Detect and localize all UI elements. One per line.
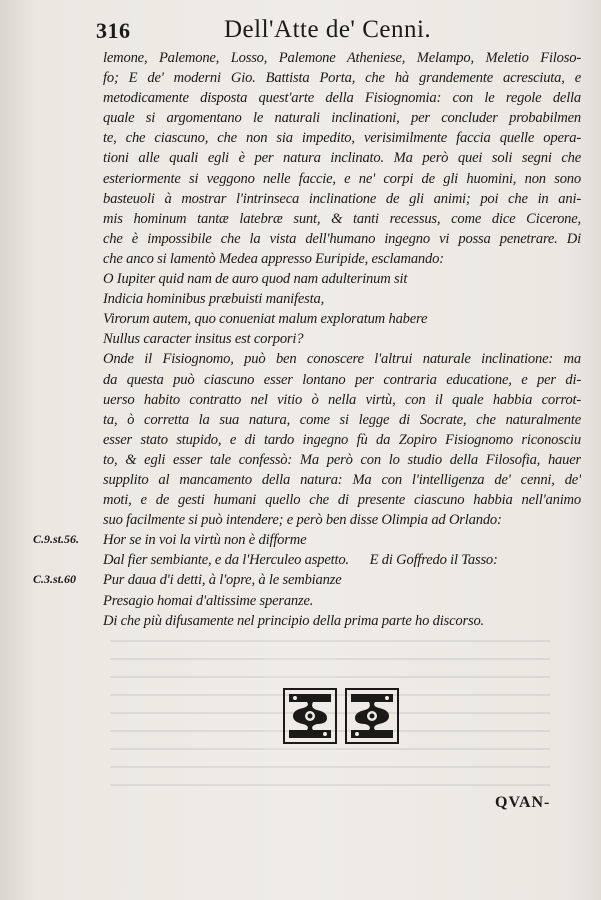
text-line: che anco si lamentò Medea appresso Euripide, esclamando: [103, 250, 444, 267]
verse-line: Virorum autem, quo conueniat malum exploratum habere [103, 311, 428, 328]
verse-line: O Iupiter quid nam de auro quod nam adulterinum sit [103, 271, 408, 288]
text-line: te, che ciascuno, che non sia impedito, verisimilmente faccia quelle opera- [103, 130, 581, 147]
text-line: Onde il Fisiognomo, può ben conoscere l'altrui naturale inclinatione: ma [103, 351, 581, 368]
margin-note: C.3.st.60 [33, 572, 77, 586]
text-line: tioni alle quali egli è per natura inclinato. Ma però quei soli segni che [103, 150, 581, 167]
verse-line: Dal fier sembiante, e da l'Herculeo aspetto. E di Goffredo il Tasso: [103, 552, 498, 569]
text-line: metodicamente disposta quest'arte della Fisiognomia: con le regole della [103, 90, 581, 107]
text-line: che è impossibile che la vista dell'humano ingegno vi possa penetrare. Di [103, 230, 581, 247]
text-line: esser stato stupido, e di tardo ingegno fù da Zopiro Fisiognomo riconosciu [103, 431, 581, 448]
page-number: 316 [96, 18, 131, 43]
text-line: ta, ò corretta la sua natura, come si legge di Socrate, che naturalmente [103, 411, 581, 428]
text-line: supplito al mancamento della natura: Ma con l'intelligenza de' cenni, de' [103, 471, 581, 488]
ornament-right-icon [345, 688, 399, 744]
text-line: uerso habito contratto nel vitio ò nella virtù, con il quale habbia corrot- [103, 391, 581, 408]
verse-line: Presagio homai d'altissime speranze. [103, 592, 314, 609]
verse-line: Hor se in voi la virtù non è difforme [103, 532, 307, 549]
text-line: lemone, Palemone, Losso, Palemone Atheniese, Melampo, Meletio Filoso- [103, 50, 581, 66]
verse-line: Pur daua d'i detti, à l'opre, à le sembianze [103, 572, 342, 589]
ornament-left-icon [283, 688, 337, 744]
text-line: quale si argomentano le naturali inclinationi, per concluder probabilmen [103, 110, 581, 127]
text-line: suo facilmente si può intendere; e però ben disse Olimpia ad Orlando: [103, 512, 502, 529]
text-line: to, & egli esser tale confessò: Ma però con lo studio della Filosofia, hauer [103, 451, 581, 468]
verse-line: Nullus caracter insitus est corpori? [103, 331, 304, 348]
printers-ornament [283, 688, 401, 744]
margin-note: C.9.st.56. [33, 532, 80, 546]
text-line: basteuoli à mostrar l'intrinseca inclinatione de gli animi; poi che in ani- [103, 190, 581, 207]
body-text [103, 48, 581, 631]
text-line: moti, e de gesti humani quello che di presente ciascuno habbia nell'animo [103, 492, 581, 509]
running-title: Dell'Atte de' Cenni. [224, 16, 432, 43]
text-line: da questa può ciascuno esser lontano per contraria educatione, e per di- [103, 371, 581, 388]
text-line: fo; E de' moderni Gio. Battista Porta, che hà grandemente acresciuta, e [103, 70, 581, 87]
text-line: esteriormente si veggono nelle faccie, e ne' corpi de gli huomini, non sono [103, 170, 581, 187]
catchword: QVAN- [495, 794, 551, 811]
verse-line: Indicia hominibus præbuisti manifesta, [103, 291, 325, 308]
page-header [96, 16, 596, 48]
text-line: Di che più difusamente nel principio della prima parte ho discorso. [103, 612, 484, 629]
text-line: mis hominum tantæ latebræ sunt, & tanti recessus, come dice Cicerone, [103, 210, 581, 227]
